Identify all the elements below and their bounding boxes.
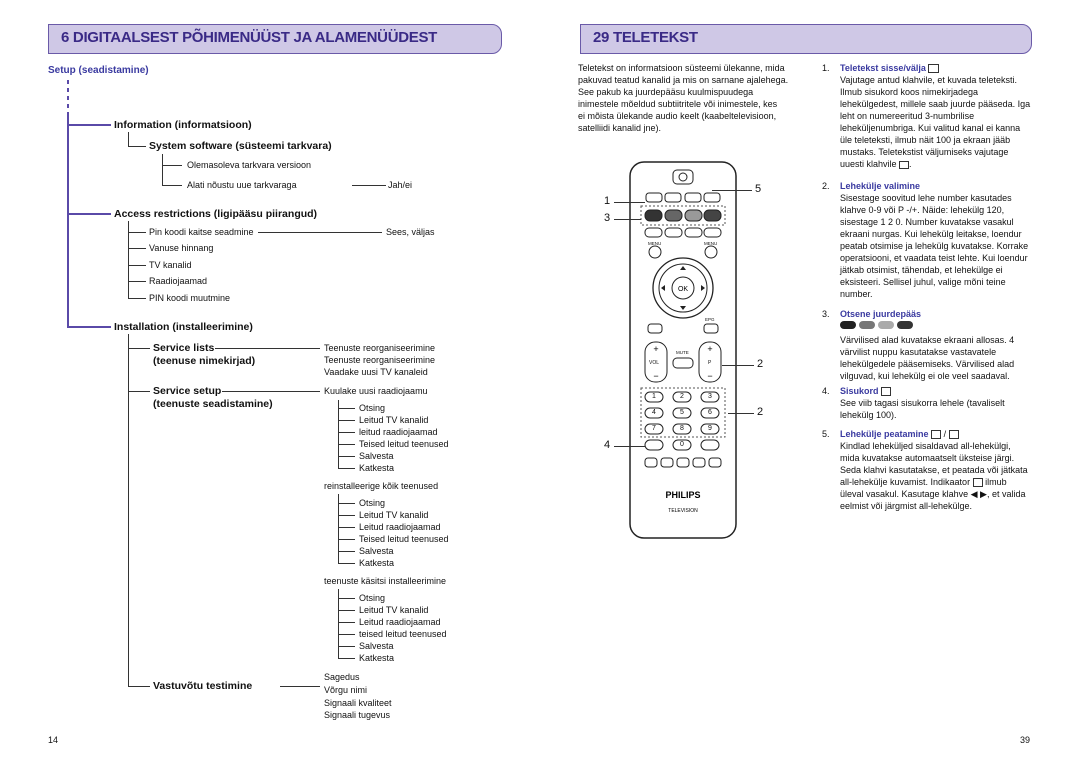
access-item-3: TV kanalid bbox=[149, 260, 192, 270]
svg-text:+: + bbox=[653, 344, 659, 354]
svg-text:+: + bbox=[707, 344, 713, 354]
digit-4: 4 bbox=[652, 409, 656, 416]
item-line: Kindlad leheküljed sisaldavad all-lehekülgi, bbox=[840, 441, 1011, 451]
svg-text:−: − bbox=[707, 371, 713, 381]
group1-branch-2 bbox=[338, 420, 355, 421]
teletext-item-2 bbox=[822, 180, 1032, 300]
group3-item-5: Salvesta bbox=[359, 641, 394, 651]
mute-label: MUTE bbox=[676, 350, 689, 355]
item-line: leht on numereeritud 3-numbrilise bbox=[840, 111, 975, 121]
callout-2b: 2 bbox=[757, 406, 764, 418]
installation-heading: Installation (installeerimine) bbox=[114, 321, 253, 333]
item-line: lehekülgedele pääsemiseks. Värvilised alad bbox=[840, 359, 1015, 369]
item-line: jätkab otsimist, tähendab, et lehekülge ei bbox=[840, 265, 1003, 275]
item-number: 4. bbox=[822, 386, 830, 396]
left-arrow-icon: ◀ bbox=[970, 489, 978, 499]
access-branch bbox=[67, 213, 111, 215]
service-setup-value: Kuulake uusi raadiojaamu bbox=[324, 386, 428, 396]
group2-item-1: Otsing bbox=[359, 498, 386, 508]
green-key-icon bbox=[859, 321, 875, 329]
reception-value-1: Sagedus bbox=[324, 672, 360, 682]
color-keys bbox=[822, 320, 1032, 334]
item-line: üleval vasakul. Kasutage klahve bbox=[840, 489, 969, 499]
group1-item-3: leitud raadiojaamad bbox=[359, 427, 438, 437]
group2-branch-5 bbox=[338, 551, 355, 552]
service-setup-branch bbox=[128, 391, 150, 392]
item-line: värvilist nuppu kasutatakse vastavatele bbox=[840, 347, 997, 357]
group3-item-4: teised leitud teenused bbox=[359, 629, 447, 639]
digit-5: 5 bbox=[680, 409, 684, 416]
service-lists-connector bbox=[215, 348, 320, 349]
access-branch-2 bbox=[128, 248, 146, 249]
callout-5-line bbox=[712, 190, 752, 191]
intro-line: See pakub ka juurdepääsu kuulmispuudega bbox=[578, 87, 754, 97]
callout-4-line bbox=[614, 446, 645, 447]
information-branch bbox=[67, 124, 111, 126]
group3-branch-5 bbox=[338, 646, 355, 647]
ok-label: OK bbox=[677, 286, 689, 293]
reception-value-3: Signaali kvaliteet bbox=[324, 698, 392, 708]
group3-branch-6 bbox=[338, 658, 355, 659]
teletext-item-4 bbox=[822, 385, 1032, 421]
reception-heading: Vastuvõtu testimine bbox=[153, 680, 253, 692]
left-section-title: 6 DIGITAALSEST PÕHIMENÜÜST JA ALAMENÜÜDEST bbox=[61, 29, 438, 46]
item-number: 5. bbox=[822, 429, 830, 439]
access-value-connector bbox=[258, 232, 382, 233]
right-section-banner bbox=[580, 24, 1032, 54]
left-section-banner bbox=[48, 24, 502, 54]
group3-item-1: Otsing bbox=[359, 593, 386, 603]
teletext-item-5: 5. Lehekülje peatamine / Kindlad leheküljed sisaldavad all-lehekülgi, mida kuvatakse automaatselt üksteise järgi. Seda klahvi kasutatakse, et peatada või jätkata all-lehekülje kuvamist. Indikaator ilmub üleval vasakul. Kasutage klahve ◀ ▶, et valida eelmist või järgmist all-lehekülge. bbox=[822, 428, 1032, 512]
callout-1-line bbox=[614, 202, 645, 203]
digit-8: 8 bbox=[680, 425, 684, 432]
setup-dotted-line bbox=[67, 80, 69, 116]
group1-item-4: Teised leitud teenused bbox=[359, 439, 449, 449]
sw-value-connector bbox=[352, 185, 386, 186]
group1-branch-1 bbox=[338, 408, 355, 409]
sw-tree-line bbox=[162, 154, 163, 186]
group3-branch-2 bbox=[338, 610, 355, 611]
group1-tree-line bbox=[338, 400, 339, 468]
callout-3: 3 bbox=[604, 212, 611, 224]
service-lists-value-3: Vaadake uusi TV kanaleid bbox=[324, 367, 428, 377]
item-number: 1. bbox=[822, 63, 830, 73]
group1-branch-5 bbox=[338, 456, 355, 457]
service-lists-heading: Service lists bbox=[153, 342, 215, 354]
access-item-1: Pin koodi kaitse seadmine bbox=[149, 227, 254, 237]
intro-line: satelliidi kanalid jne). bbox=[578, 123, 662, 133]
group2-item-4: Teised leitud teenused bbox=[359, 534, 449, 544]
group3-item-3: Leitud raadiojaamad bbox=[359, 617, 441, 627]
group2-branch-3 bbox=[338, 527, 355, 528]
item-line-tail: , et valida bbox=[986, 489, 1026, 499]
system-software-branch bbox=[128, 146, 146, 147]
setup-heading: Setup (seadistamine) bbox=[48, 65, 149, 76]
digit-labels bbox=[628, 160, 738, 540]
red-key-icon bbox=[840, 321, 856, 329]
indicator-icon bbox=[973, 478, 983, 487]
sw-value: Jah/ei bbox=[388, 180, 413, 190]
group3-item-2: Leitud TV kanalid bbox=[359, 605, 429, 615]
subpage-icon bbox=[949, 430, 959, 439]
group3-tree-line bbox=[338, 589, 339, 658]
group1-branch-3 bbox=[338, 432, 355, 433]
teletext-item-1: 1. Teletekst sisse/välja Vajutage antud klahvile, et kuvada teleteksti. Ilmub sisukord koos nimekirjadega lehekülgedest, millele saab juurde pääseda. Iga leht on numereeritud 3-numbrilise leheküljenumbriga. Kui valitud kanal ei kanna üle teleteksti, ilmub näit 100 ja ekraan jääb mustaks. Teletekstist väljumiseks vajutage uuesti klahvile . bbox=[822, 63, 1031, 169]
digit-9: 9 bbox=[708, 425, 712, 432]
group1-item-5: Salvesta bbox=[359, 451, 394, 461]
access-value: Sees, väljas bbox=[386, 227, 435, 237]
item-line: eelmist või järgmist all-lehekülge. bbox=[840, 501, 973, 511]
system-software-heading: System software (süsteemi tarkvara) bbox=[149, 140, 332, 152]
item-line: Vajutage antud klahvile, et kuvada teleteksti. bbox=[840, 75, 1017, 85]
setup-tree-line bbox=[67, 116, 69, 327]
teletext-icon bbox=[899, 161, 909, 169]
reinstall-label: reinstalleerige kõik teenused bbox=[324, 481, 439, 491]
item-title: Otsene juurdepääs bbox=[840, 309, 922, 319]
group2-item-5: Salvesta bbox=[359, 546, 394, 556]
group1-branch-4 bbox=[338, 444, 355, 445]
callout-2b-line bbox=[728, 413, 754, 414]
digit-0: 0 bbox=[680, 441, 684, 448]
service-lists-subheading: (teenuse nimekirjad) bbox=[153, 355, 256, 367]
sw-branch-1 bbox=[162, 165, 182, 166]
access-branch-4 bbox=[128, 281, 146, 282]
service-setup-subheading: (teenuste seadistamine) bbox=[153, 398, 273, 410]
group2-item-2: Leitud TV kanalid bbox=[359, 510, 429, 520]
service-lists-value-1: Teenuste reorganiseerimine bbox=[324, 343, 436, 353]
item-line: operatsiooni, et vaadata teist lehte. Kui loendur bbox=[840, 253, 1028, 263]
digit-7: 7 bbox=[652, 425, 656, 432]
callout-4: 4 bbox=[604, 439, 611, 451]
brand-label: PHILIPS bbox=[665, 490, 701, 500]
item-line: lehekülgedest, millele saab juurde pääseda. Iga bbox=[840, 99, 1031, 109]
intro-line: Teletekst on informatsioon süsteemi ülekanne, mida bbox=[578, 63, 785, 73]
digit-3: 3 bbox=[708, 393, 712, 400]
digit-2: 2 bbox=[680, 393, 684, 400]
digit-6: 6 bbox=[708, 409, 712, 416]
reception-branch bbox=[128, 686, 150, 687]
item-line: Värvilised alad kuvatakse ekraani allosas. 4 bbox=[840, 335, 1015, 345]
item-line: peatab otsimise ja lehekülg kuvatakse. Korrake bbox=[840, 241, 1029, 251]
access-heading: Access restrictions (ligipääsu piirangud) bbox=[114, 208, 318, 220]
access-branch-5 bbox=[128, 298, 146, 299]
right-section-title: 29 TELETEKST bbox=[593, 29, 698, 46]
item-line: ekraani nurgas. Kui lehekülg leitakse, loendur bbox=[840, 229, 1022, 239]
group3-branch-1 bbox=[338, 598, 355, 599]
group1-item-1: Otsing bbox=[359, 403, 386, 413]
item-line: number. bbox=[840, 289, 873, 299]
access-branch-3 bbox=[128, 265, 146, 266]
callout-3-line bbox=[614, 219, 641, 220]
service-lists-value-2: Teenuste reorganiseerimine bbox=[324, 355, 436, 365]
item-number: 3. bbox=[822, 309, 830, 319]
teletext-item-3 bbox=[822, 308, 1032, 382]
item-line: Sisestage soovitud lehe number kasutades bbox=[840, 193, 1012, 203]
intro-line: inimestele mõeldud subtiitritele või inimestele, kes bbox=[578, 99, 778, 109]
item-line: Seda klahvi kasutatakse, et peatada või jätkata bbox=[840, 465, 1028, 475]
sw-item-1: Olemasoleva tarkvara versioon bbox=[187, 160, 312, 170]
p-label: P bbox=[708, 360, 712, 366]
blue-key-icon bbox=[897, 321, 913, 329]
access-item-5: PIN koodi muutmine bbox=[149, 293, 231, 303]
installation-branch bbox=[67, 326, 111, 328]
hold-icon bbox=[931, 430, 941, 439]
manual-install-label: teenuste käsitsi installeerimine bbox=[324, 576, 447, 586]
item-line: mida kuvatakse automaatselt üksteise järgi. bbox=[840, 453, 1015, 463]
item-line: mustaks. Teletekstist väljumiseks vajutage bbox=[840, 147, 1009, 157]
access-item-4: Raadiojaamad bbox=[149, 276, 208, 286]
item-line: uuesti klahvile bbox=[840, 159, 897, 169]
item-number: 2. bbox=[822, 181, 830, 191]
vol-label: VOL bbox=[649, 360, 660, 366]
left-page-number: 14 bbox=[48, 735, 59, 745]
svg-text:−: − bbox=[653, 371, 659, 381]
item-title: Lehekülje valimine bbox=[840, 181, 921, 191]
item-line: lehekülg 100). bbox=[840, 410, 897, 420]
reception-value-4: Signaali tugevus bbox=[324, 710, 391, 720]
sw-branch-2 bbox=[162, 185, 182, 186]
service-lists-branch bbox=[128, 348, 150, 349]
reception-value-2: Võrgu nimi bbox=[324, 685, 368, 695]
item-line: vilguvad, kui lehekülg ei ole veel saadaval. bbox=[840, 371, 1010, 381]
group2-branch-4 bbox=[338, 539, 355, 540]
group2-branch-2 bbox=[338, 515, 355, 516]
group3-branch-4 bbox=[338, 634, 355, 635]
group2-tree-line bbox=[338, 494, 339, 563]
access-branch-1 bbox=[128, 232, 146, 233]
callout-5: 5 bbox=[755, 183, 762, 195]
item-line: sisestage 1 2 0. Number kuvatakse vasakul bbox=[840, 217, 1014, 227]
epg-label: EPG bbox=[705, 317, 715, 322]
installation-tree-line bbox=[128, 334, 129, 686]
service-setup-connector bbox=[222, 391, 320, 392]
group1-item-6: Katkesta bbox=[359, 463, 395, 473]
group1-branch-6 bbox=[338, 468, 355, 469]
item-line: leheküljenumbriga. Kui valitud kanal ei kanna bbox=[840, 123, 1021, 133]
group2-item-3: Leitud raadiojaamad bbox=[359, 522, 441, 532]
group2-item-6: Katkesta bbox=[359, 558, 395, 568]
callout-2a-line bbox=[722, 365, 754, 366]
item-line: klahve 0-9 või P -/+. Näide: lehekülg 120, bbox=[840, 205, 1005, 215]
menu-left-label: MENU bbox=[648, 241, 662, 246]
item-line: Ilmub sisukord koos nimekirjadega bbox=[840, 87, 979, 97]
item-line-tail: ilmub bbox=[985, 477, 1007, 487]
information-tree-line bbox=[128, 132, 129, 146]
group2-branch-1 bbox=[338, 503, 355, 504]
service-setup-heading: Service setup bbox=[153, 385, 222, 397]
teletext-intro bbox=[578, 62, 788, 134]
group3-branch-3 bbox=[338, 622, 355, 623]
brand-sub-label: TELEVISION bbox=[668, 508, 698, 514]
group3-item-6: Katkesta bbox=[359, 653, 395, 663]
reception-connector bbox=[280, 686, 320, 687]
item-title: Lehekülje peatamine bbox=[840, 429, 929, 439]
item-title: Teletekst sisse/välja bbox=[840, 63, 926, 73]
index-icon bbox=[881, 387, 891, 396]
information-heading: Information (informatsioon) bbox=[114, 119, 252, 131]
menu-right-label: MENU bbox=[704, 241, 718, 246]
item-line: See viib tagasi sisukorra lehele (tavaliselt bbox=[840, 398, 1005, 408]
item-line: eksisteeri. Sellisel juhul, valige mõni teine bbox=[840, 277, 1006, 287]
item-line: üle teleteksti, ilmub näit 100 ja ekraan jääb bbox=[840, 135, 1011, 145]
intro-line: ei mõista ülekande audio keelt (kaabeltelevisioon, bbox=[578, 111, 777, 121]
sw-item-2: Alati nõustu uue tarkvaraga bbox=[187, 180, 297, 190]
item-title: Sisukord bbox=[840, 386, 879, 396]
right-arrow-icon: ▶ bbox=[980, 489, 987, 499]
callout-2a: 2 bbox=[757, 358, 764, 370]
item-line: all-lehekülje kuvamist. Indikaator bbox=[840, 477, 971, 487]
digit-1: 1 bbox=[652, 393, 656, 400]
teletext-icon bbox=[928, 64, 939, 73]
intro-line: pakuvad teatud kanalid ja mis on sarnane ajalehega. bbox=[578, 75, 789, 85]
access-item-2: Vanuse hinnang bbox=[149, 243, 214, 253]
group1-item-2: Leitud TV kanalid bbox=[359, 415, 429, 425]
yellow-key-icon bbox=[878, 321, 894, 329]
right-page-number: 39 bbox=[1020, 735, 1031, 745]
callout-1: 1 bbox=[604, 195, 611, 207]
group2-branch-6 bbox=[338, 563, 355, 564]
